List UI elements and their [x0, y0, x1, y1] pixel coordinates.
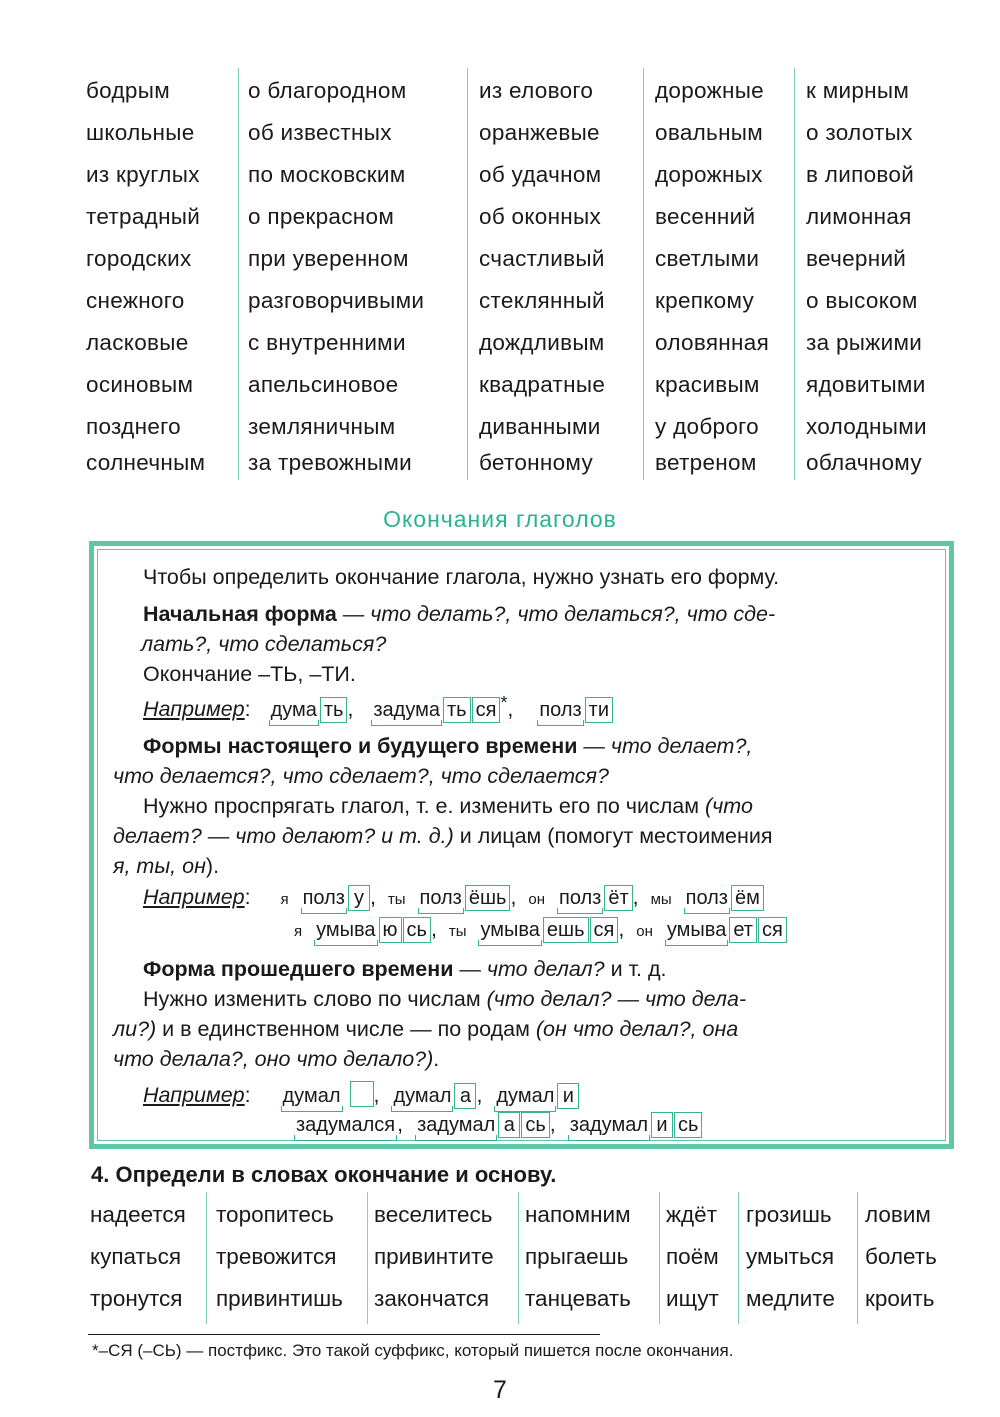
comma: ,: [369, 885, 376, 909]
dash: —: [453, 957, 487, 981]
exercise-word: надеется: [90, 1202, 186, 1227]
word-column-1: [86, 68, 236, 480]
comma: ,: [430, 917, 437, 941]
word-stem: задума: [371, 699, 442, 726]
word-stem: думал: [391, 1085, 453, 1112]
past-form-tail: и т. д.: [604, 957, 667, 981]
word-postfix: ся: [758, 917, 787, 943]
word: ласковые: [86, 330, 189, 355]
exercise-word: привинтите: [374, 1244, 494, 1269]
word-ending: ти: [585, 697, 613, 723]
exercise-word: поём: [666, 1244, 719, 1269]
initial-form-ending: Окончание –ТЬ, –ТИ.: [143, 662, 356, 686]
exercise-column-2: [206, 1192, 367, 1324]
word: красивым: [655, 372, 760, 397]
word-column-3: [467, 68, 643, 480]
present-explanation-italic: (что: [699, 794, 753, 818]
word-ending: ёт: [604, 885, 632, 911]
example-label: Например: [143, 885, 245, 909]
comma: ,: [397, 1112, 404, 1136]
word: счастливый: [479, 246, 605, 271]
present-form-line-4: [113, 824, 773, 849]
word: холодными: [806, 414, 927, 439]
word: с внутренними: [248, 330, 406, 355]
rule-box: [89, 541, 954, 1149]
comma: ,: [549, 1112, 556, 1136]
word: овальным: [655, 120, 764, 145]
present-explanation: ).: [205, 854, 220, 878]
word: облачному: [806, 450, 922, 475]
exercise-word: купаться: [90, 1244, 182, 1269]
exercise-word: закончатся: [374, 1286, 490, 1311]
word-stem: думал: [494, 1085, 556, 1112]
word-postfix: ся: [590, 917, 619, 943]
word: бодрым: [86, 78, 170, 103]
word: за тревожными: [248, 450, 412, 475]
present-form-line-3: [143, 794, 753, 819]
word-stem: полз: [537, 699, 583, 726]
dash: —: [577, 734, 611, 758]
present-form-heading: Формы настоящего и будущего времени: [143, 734, 578, 758]
exercise-word: ловим: [865, 1202, 931, 1227]
word: снежного: [86, 288, 185, 313]
word: лимонная: [806, 204, 912, 229]
pronoun: он: [528, 891, 546, 908]
word-stem: полз: [684, 887, 730, 914]
word: из круглых: [86, 162, 200, 187]
comma: ,: [618, 917, 625, 941]
footnote-marker: *: [500, 692, 508, 712]
word: позднего: [86, 414, 181, 439]
exercise-word: тронутся: [90, 1286, 183, 1311]
past-example-row-2: [294, 1112, 702, 1141]
pronouns: я, ты, он: [113, 854, 206, 878]
word-stem: умыва: [314, 919, 377, 946]
initial-form-example: [143, 692, 613, 726]
exercise-word: торопитесь: [216, 1202, 334, 1227]
exercise-word: болеть: [865, 1244, 937, 1269]
initial-form-line-2: лать?, что сделаться?: [141, 632, 387, 656]
footnote: *–СЯ (–СЬ) — постфикс. Это такой суффикс, который пишется после окончания.: [92, 1341, 734, 1360]
exercise-table: [86, 1192, 956, 1324]
past-example-row-1: [143, 1081, 579, 1112]
present-form-line-2: что делается?, что сделает?, что сделается?: [113, 764, 609, 788]
present-example-row-2: [294, 917, 787, 946]
example-label: Например: [143, 1083, 245, 1107]
word-stem: умыва: [665, 919, 728, 946]
word: об известных: [248, 120, 392, 145]
word-column-5: [794, 68, 953, 480]
word-ending: у: [348, 885, 370, 911]
word-stem: дума: [269, 699, 319, 726]
word-ending: ет: [729, 917, 757, 943]
word: ядовитыми: [806, 372, 926, 397]
word: при уверенном: [248, 246, 409, 271]
word-ending: ть: [320, 697, 348, 723]
rule-intro: Чтобы определить окончание глагола, нужно узнать его форму.: [143, 565, 780, 589]
colon: :: [244, 1083, 251, 1107]
exercise-word: напомним: [525, 1202, 631, 1227]
present-form-questions: что делает?,: [610, 734, 753, 758]
word-postfix: ся: [472, 697, 501, 723]
word-ending: а: [498, 1112, 520, 1138]
exercise-word: веселитесь: [374, 1202, 493, 1227]
colon: :: [244, 697, 251, 722]
exercise-word: привинтишь: [216, 1286, 343, 1311]
word-ending: ём: [731, 885, 764, 911]
word: дорожные: [655, 78, 764, 103]
comma: ,: [510, 885, 517, 909]
exercise-word: ждёт: [666, 1202, 717, 1227]
present-explanation-italic: делает? — что делают? и т. д.): [113, 824, 454, 848]
word: крепкому: [655, 288, 755, 313]
exercise-title: 4. Определи в словах окончание и основу.: [91, 1162, 557, 1187]
rule-box-inner: [97, 549, 946, 1141]
past-explanation-italic: (он что делал?, она: [535, 1017, 739, 1041]
exercise-column-6: [738, 1192, 857, 1324]
word-ending: ть: [443, 697, 471, 723]
past-form-line-3: [113, 1017, 738, 1042]
word: о прекрасном: [248, 204, 395, 229]
word: бетонному: [479, 450, 594, 475]
word-stem: задумал: [415, 1114, 497, 1141]
word: светлыми: [655, 246, 760, 271]
word-stem: думал: [281, 1085, 343, 1112]
word-ending: ёшь: [465, 885, 511, 911]
present-explanation: Нужно проспрягать глагол, т. е. изменить его по числам: [143, 794, 700, 818]
word-stem: полз: [557, 887, 603, 914]
present-explanation: и лицам (помогут местоимения: [453, 824, 773, 848]
present-form-line-1: [143, 734, 752, 759]
exercise-word: тревожится: [216, 1244, 337, 1269]
word-ending: ешь: [543, 917, 589, 943]
present-example-row-1: [143, 885, 764, 914]
word: у доброго: [655, 414, 759, 439]
exercise-word: танцевать: [525, 1286, 631, 1311]
word-stem: полз: [418, 887, 464, 914]
present-form-line-5: [113, 854, 219, 879]
past-explanation-italic: что делала?, оно что делало?): [113, 1047, 434, 1071]
word: из елового: [479, 78, 594, 103]
word: в липовой: [806, 162, 915, 187]
word: дорожных: [655, 162, 763, 187]
past-form-question: что делал?: [486, 957, 605, 981]
word-postfix: сь: [403, 917, 431, 943]
word-postfix: сь: [521, 1112, 549, 1138]
exercise-word: ищут: [666, 1286, 719, 1311]
past-explanation: .: [433, 1047, 440, 1071]
section-title: Окончания глаголов: [383, 506, 617, 532]
page-number: 7: [493, 1376, 507, 1404]
pronoun: ты: [387, 891, 406, 908]
word: апельсиновое: [248, 372, 399, 397]
exercise-word: медлите: [746, 1286, 835, 1311]
word: за рыжими: [806, 330, 923, 355]
past-form-line-4: [113, 1047, 439, 1072]
word-postfix: сь: [674, 1112, 702, 1138]
word: к мирным: [806, 78, 910, 103]
word: осиновым: [86, 372, 194, 397]
word: о золотых: [806, 120, 913, 145]
exercise-word: умыться: [746, 1244, 835, 1269]
word: оранжевые: [479, 120, 600, 145]
word: весенний: [655, 204, 756, 229]
past-explanation-italic: ли?): [113, 1017, 157, 1041]
word-stem: умыва: [478, 919, 541, 946]
colon: :: [244, 885, 251, 909]
word: квадратные: [479, 372, 606, 397]
word: городских: [86, 246, 192, 271]
word: школьные: [86, 120, 195, 145]
exercise-column-1: [86, 1192, 204, 1324]
word-stem: полз: [301, 887, 347, 914]
dash: —: [336, 602, 371, 626]
past-form-line-1: [143, 957, 667, 982]
word-column-2: [238, 68, 476, 480]
word-stem: задумал: [568, 1114, 650, 1141]
comma: ,: [476, 1083, 483, 1107]
word: солнечным: [86, 450, 206, 475]
exercise-column-7: [857, 1192, 957, 1324]
comma: ,: [373, 1083, 380, 1107]
pronoun: я: [280, 891, 289, 908]
pronoun: я: [294, 923, 303, 940]
word: о благородном: [248, 78, 407, 103]
word-stem: задумался: [294, 1114, 397, 1141]
example-label: Например: [143, 697, 245, 722]
initial-form-heading: Начальная форма: [143, 602, 337, 626]
word: вечерний: [806, 246, 907, 271]
initial-form-questions: что делать?, что делаться?, что сде-: [370, 602, 776, 626]
past-explanation: и в единственном числе — по родам: [156, 1017, 536, 1041]
word: земляничным: [248, 414, 396, 439]
word: по московским: [248, 162, 406, 187]
word: об удачном: [479, 162, 602, 187]
exercise-word: грозишь: [746, 1202, 832, 1227]
pronoun: он: [636, 923, 653, 940]
word: дождливым: [479, 330, 605, 355]
initial-form-line-1: [143, 602, 775, 627]
comma: ,: [632, 885, 639, 909]
zero-ending: [350, 1081, 374, 1107]
past-form-heading: Форма прошедшего времени: [143, 957, 454, 981]
past-form-line-2: [143, 987, 746, 1012]
word-ending: а: [454, 1083, 476, 1109]
exercise-column-5: [659, 1192, 738, 1324]
word: ветреном: [655, 450, 757, 475]
word: оловянная: [655, 330, 770, 355]
comma: ,: [347, 697, 354, 722]
exercise-column-4: [518, 1192, 659, 1324]
word: диванными: [479, 414, 601, 439]
word: стеклянный: [479, 288, 605, 313]
word: разговорчивыми: [248, 288, 425, 313]
exercise-word: кроить: [865, 1286, 935, 1311]
pronoun: мы: [650, 891, 672, 908]
exercise-word: прыгаешь: [525, 1244, 629, 1269]
word: об оконных: [479, 204, 602, 229]
past-explanation: Нужно изменить слово по числам: [143, 987, 487, 1011]
word-ending: ю: [379, 917, 402, 943]
exercise-column-3: [367, 1192, 518, 1324]
comma: ,: [507, 697, 514, 722]
pronoun: ты: [448, 923, 467, 940]
word-ending: и: [557, 1083, 579, 1109]
word-ending: и: [651, 1112, 673, 1138]
past-explanation-italic: (что делал? — что дела-: [486, 987, 747, 1011]
word-column-4: [643, 68, 794, 480]
word: о высоком: [806, 288, 918, 313]
word-table: [82, 68, 952, 480]
footnote-divider: [88, 1334, 600, 1335]
word: тетрадный: [86, 204, 201, 229]
